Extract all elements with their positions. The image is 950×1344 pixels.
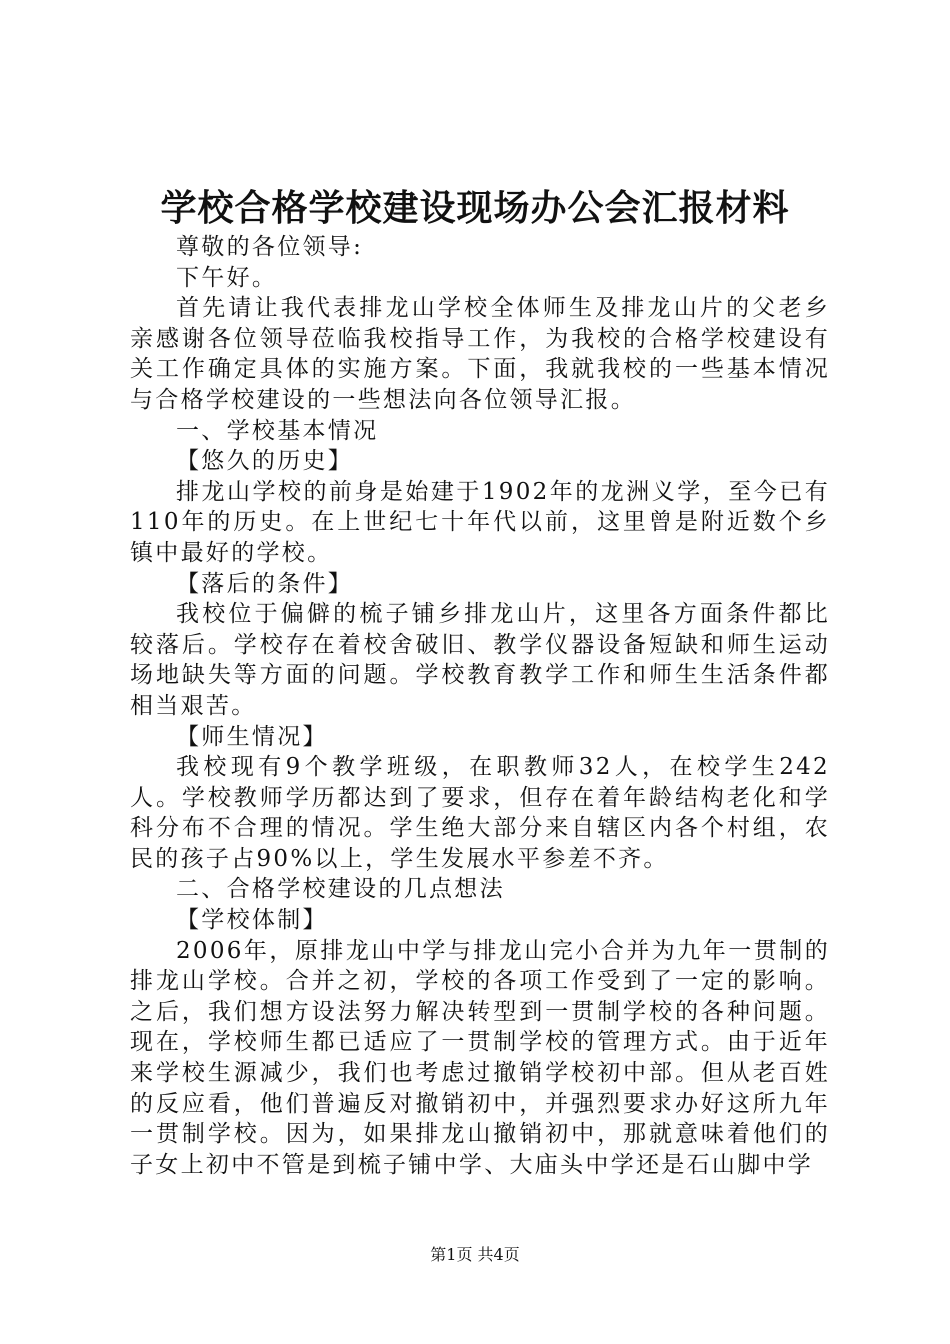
document-body: [130, 232, 830, 1180]
intro-paragraph: 首先请让我代表排龙山学校全体师生及排龙山片的父老乡亲感谢各位领导莅临我校指导工作，为我校的合格学校建设有关工作确定具体的实施方案。下面，我就我校的一些基本情况与合格学校建设的一些想法向各位领导汇报。: [130, 295, 830, 413]
subsection-heading: 【学校体制】: [176, 907, 328, 934]
body-paragraph: 排龙山学校的前身是始建于1902年的龙洲义学，至今已有110年的历史。在上世纪七十年代以前，这里曾是附近数个乡镇中最好的学校。: [130, 478, 830, 566]
body-paragraph: 我校现有9个教学班级，在职教师32人，在校学生242人。学校教师学历都达到了要求，但存在着年龄结构老化和学科分布不合理的情况。学生绝大部分来自辖区内各个村组，农民的孩子占90%以上，学生发展水平参差不齐。: [130, 754, 830, 872]
document-title: 学校合格学校建设现场办公会汇报材料: [160, 187, 790, 229]
section-heading: 一、学校基本情况: [176, 417, 379, 444]
subsection-heading: 【落后的条件】: [176, 570, 354, 597]
greeting: 下午好。: [176, 264, 278, 291]
salutation: 尊敬的各位领导:: [176, 234, 364, 260]
page-number-footer: 第1页 共4页: [430, 1245, 520, 1264]
subsection-heading: 【悠久的历史】: [176, 448, 354, 475]
section-heading: 二、合格学校建设的几点想法: [176, 876, 505, 903]
body-paragraph: 我校位于偏僻的梳子铺乡排龙山片，这里各方面条件都比较落后。学校存在着校舍破旧、教学仪器设备短缺和师生运动场地缺失等方面的问题。学校教育教学工作和师生生活条件都相当艰苦。: [130, 601, 830, 719]
body-paragraph: 2006年，原排龙山中学与排龙山完小合并为九年一贯制的排龙山学校。合并之初，学校的各项工作受到了一定的影响。之后，我们想方设法努力解决转型到一贯制学校的各种问题。现在，学校师生都已适应了一贯制学校的管理方式。由于近年来学校生源减少，我们也考虑过撤销学校初中部。但从老百姓的反应看，他们普遍反对撤销初中，并强烈要求办好这所九年一贯制学校。因为，如果排龙山撤销初中，那就意味着他们的子女上初中不管是到梳子铺中学、大庙头中学还是石山脚中学: [130, 937, 830, 1178]
subsection-heading: 【师生情况】: [176, 723, 328, 750]
